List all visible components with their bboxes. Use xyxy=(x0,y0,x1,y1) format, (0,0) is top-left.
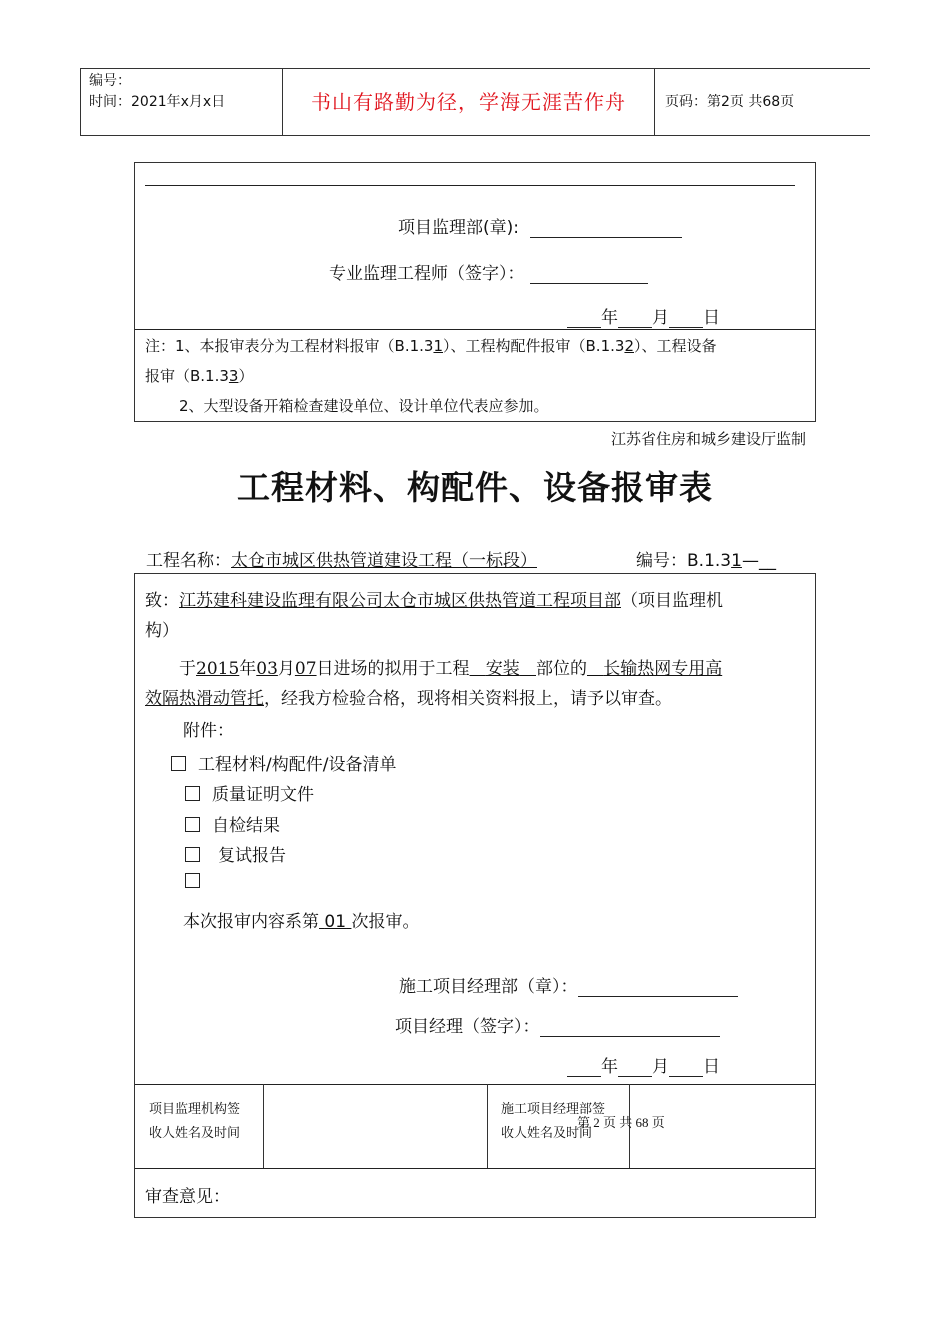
material-value-1: 长输热网专用高 xyxy=(603,659,723,679)
entry-day: 07 xyxy=(294,659,317,679)
form-title: 工程材料、构配件、设备报审表 xyxy=(237,468,713,507)
page-header xyxy=(80,68,870,136)
body-date-row: 年 月 日 xyxy=(567,1052,720,1077)
receipt-bottom-line xyxy=(135,1168,815,1169)
receipt-top-line xyxy=(135,1084,815,1085)
contractor-receipt-label: 施工项目经理部签 收人姓名及时间 xyxy=(501,1102,606,1141)
project-name-row xyxy=(146,546,537,571)
header-motto: 书山有路勤为径，学海无涯苦作舟 xyxy=(283,69,655,135)
engineer-row xyxy=(329,259,648,284)
submission-number: 01 xyxy=(324,912,347,932)
checkbox[interactable] xyxy=(185,847,200,862)
attachment-item: 工程材料/构配件/设备清单 xyxy=(171,750,396,775)
project-name-label: 工程名称： xyxy=(146,551,231,571)
dept-stamp-row: 施工项目经理部（章）： xyxy=(399,972,738,997)
addressee-name: 江苏建科建设监理有限公司太仓市城区供热管道工程项目部 xyxy=(179,591,621,611)
number-label: 编号： xyxy=(89,73,131,89)
attachments-label: 附件： xyxy=(183,721,234,741)
attachment-item: 质量证明文件 xyxy=(185,780,314,805)
manager-row: 项目经理（签字）： xyxy=(395,1012,720,1037)
addressee: 致：江苏建科建设监理有限公司太仓市城区供热管道工程项目部（项目监理机 构） xyxy=(145,591,723,641)
note-line-1: 注：1、本报审表分为工程材料报审（B.1.31）、工程构配件报审（B.1.32）、工程设备 xyxy=(145,337,717,355)
project-name-value: 太仓市城区供热管道建设工程（一标段） xyxy=(231,551,537,571)
stamp-label: 项目监理部(章): xyxy=(398,218,519,238)
top-date-row: 年 月 日 xyxy=(567,303,720,328)
material-value-2: 效隔热滑动管托 xyxy=(145,689,264,709)
supervisor-receipt-label: 项目监理机构签 收人姓名及时间 xyxy=(149,1102,241,1141)
engineer-blank xyxy=(530,263,648,284)
attachment-item: 复试报告 xyxy=(185,841,286,866)
checkbox[interactable] xyxy=(185,873,200,888)
entry-month: 03 xyxy=(256,659,278,679)
engineer-label: 专业监理工程师（签字）： xyxy=(329,264,525,284)
notes xyxy=(145,331,805,421)
intro-paragraph: 于2015年03月07日进场的拟用于工程 安装 部位的 长输热网专用高 效隔热滑动管托，经我方检验合格，现将相关资料报上，请予以审查。 xyxy=(145,659,723,709)
note-item-2: 2、大型设备开箱检查建设单位、设计单位代表应参加。 xyxy=(179,397,549,415)
checkbox[interactable] xyxy=(185,817,200,832)
note-line-2: 报审（B.1.33） xyxy=(145,367,254,385)
top-divider-line xyxy=(145,185,795,186)
form-code: 编号：B.1.31—__ xyxy=(636,551,776,571)
time-text: 时间：2021年x月x日 xyxy=(89,94,226,110)
dept-stamp-blank xyxy=(578,976,738,997)
top-signature-box xyxy=(134,162,816,422)
note-divider xyxy=(135,329,815,330)
header-page-number: 页码：第2页 共68页 xyxy=(665,94,795,110)
page-overlay: 第 2 页 共 68 页 xyxy=(577,1115,665,1130)
checkbox[interactable] xyxy=(185,786,200,801)
header-meta xyxy=(81,69,283,135)
attachment-item: 自检结果 xyxy=(185,811,280,836)
review-label: 审查意见： xyxy=(145,1187,230,1207)
entry-year: 2015 xyxy=(196,659,240,679)
checkbox[interactable] xyxy=(171,756,186,771)
submission-count: 本次报审内容系第 01 次报审。 xyxy=(183,912,420,932)
part-value: 安装 xyxy=(485,659,520,679)
stamp-row xyxy=(398,213,682,238)
stamp-blank xyxy=(530,217,682,238)
supervision-text: 江苏省住房和城乡建设厅监制 xyxy=(610,430,806,448)
manager-blank xyxy=(540,1016,720,1037)
attachment-item xyxy=(185,872,212,892)
main-form-box xyxy=(134,573,816,1218)
